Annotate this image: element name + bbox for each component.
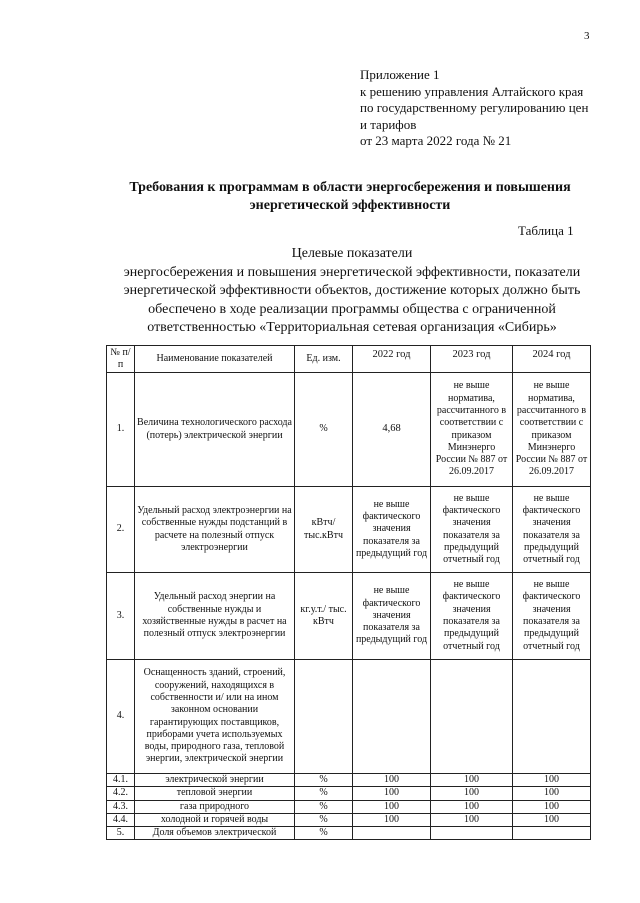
cell-2022: 100 bbox=[353, 774, 431, 787]
table-row bbox=[107, 573, 591, 660]
cell-2023: не выше фактического значения показателя за предыдущий отчетный год bbox=[431, 487, 513, 573]
cell-num: 3. bbox=[107, 573, 135, 660]
table-row bbox=[107, 774, 591, 787]
cell-2023: не выше фактического значения показателя за предыдущий отчетный год bbox=[431, 573, 513, 660]
cell-2024: 100 bbox=[513, 787, 591, 800]
table-header-row bbox=[107, 346, 591, 373]
cell-2022: 100 bbox=[353, 813, 431, 826]
cell-2023: не выше норматива, рассчитанного в соответствии с приказом Минэнерго России № 887 от 26.09.2017 bbox=[431, 373, 513, 487]
cell-2023 bbox=[431, 660, 513, 774]
appendix-block bbox=[360, 67, 588, 150]
cell-num: 2. bbox=[107, 487, 135, 573]
cell-2023: 100 bbox=[431, 800, 513, 813]
cell-name: Величина технологического расхода (потерь) электрической энергии bbox=[135, 373, 295, 487]
cell-name: тепловой энергии bbox=[135, 787, 295, 800]
caption-line: энергетической эффективности объектов, достижение которых должно быть bbox=[123, 283, 581, 298]
cell-2023: 100 bbox=[431, 813, 513, 826]
header-cell-num: № п/п bbox=[107, 346, 135, 373]
header-cell-name: Наименование показателей bbox=[135, 346, 295, 373]
caption-line: ответственностью «Территориальная сетевая организация «Сибирь» bbox=[147, 320, 557, 335]
cell-unit: % bbox=[295, 373, 353, 487]
table-row bbox=[107, 800, 591, 813]
caption-line: обеспечено в ходе реализации программы общества с ограниченной bbox=[148, 301, 556, 317]
caption-line: энергосбережения и повышения энергетической эффективности, показатели bbox=[123, 264, 581, 280]
cell-2022: не выше фактического значения показателя за предыдущий год bbox=[353, 487, 431, 573]
cell-2022: 100 bbox=[353, 800, 431, 813]
cell-2024 bbox=[513, 827, 591, 840]
cell-name: Оснащенность зданий, строений, сооружений, находящихся в собственности и/ или на ином законном основании гарантирующих поставщиков, приборами учета используемых воды, природного газа, тепловой энергии, электрической энергии bbox=[135, 660, 295, 774]
cell-2024: 100 bbox=[513, 800, 591, 813]
document-title bbox=[100, 179, 600, 215]
cell-num: 4. bbox=[107, 660, 135, 774]
cell-2022: не выше фактического значения показателя за предыдущий год bbox=[353, 573, 431, 660]
cell-num: 1. bbox=[107, 373, 135, 487]
cell-num: 4.3. bbox=[107, 800, 135, 813]
header-cell-2024: 2024 год bbox=[513, 346, 591, 373]
appendix-line: Приложение 1 bbox=[360, 67, 440, 82]
title-line: Требования к программам в области энергосбережения и повышения bbox=[129, 180, 571, 195]
cell-2022: 100 bbox=[353, 787, 431, 800]
cell-unit: % bbox=[295, 827, 353, 840]
cell-num: 4.4. bbox=[107, 813, 135, 826]
cell-2022: 4,68 bbox=[353, 373, 431, 487]
cell-2024: 100 bbox=[513, 813, 591, 826]
cell-2024: не выше норматива, рассчитанного в соответствии с приказом Минэнерго России № 887 от 26.09.2017 bbox=[513, 373, 591, 487]
table-caption bbox=[82, 245, 622, 338]
cell-2022 bbox=[353, 660, 431, 774]
cell-name: холодной и горячей воды bbox=[135, 813, 295, 826]
table-row bbox=[107, 373, 591, 487]
appendix-line: к решению управления Алтайского края bbox=[360, 83, 584, 99]
cell-unit: % bbox=[295, 774, 353, 787]
caption-line: Целевые показатели bbox=[291, 246, 413, 261]
page-number: 3 bbox=[584, 30, 590, 42]
title-line: энергетической эффективности bbox=[249, 198, 451, 213]
appendix-line: по государственному регулированию цен bbox=[360, 100, 589, 115]
cell-2024: 100 bbox=[513, 774, 591, 787]
cell-unit: кг.у.т./ тыс. кВтч bbox=[295, 573, 353, 660]
cell-2024: не выше фактического значения показателя за предыдущий отчетный год bbox=[513, 573, 591, 660]
cell-2023: 100 bbox=[431, 787, 513, 800]
header-cell-2023: 2023 год bbox=[431, 346, 513, 373]
cell-unit bbox=[295, 660, 353, 774]
cell-2023 bbox=[431, 827, 513, 840]
cell-name: газа природного bbox=[135, 800, 295, 813]
table-row bbox=[107, 487, 591, 573]
header-cell-2022: 2022 год bbox=[353, 346, 431, 373]
cell-unit: % bbox=[295, 787, 353, 800]
header-cell-unit: Ед. изм. bbox=[295, 346, 353, 373]
cell-num: 4.2. bbox=[107, 787, 135, 800]
cell-num: 4.1. bbox=[107, 774, 135, 787]
table-row bbox=[107, 787, 591, 800]
cell-2024 bbox=[513, 660, 591, 774]
cell-unit: % bbox=[295, 800, 353, 813]
table-row bbox=[107, 813, 591, 826]
cell-num: 5. bbox=[107, 827, 135, 840]
appendix-line: от 23 марта 2022 года № 21 bbox=[360, 133, 512, 148]
table-row bbox=[107, 660, 591, 774]
cell-name: Доля объемов электрической bbox=[135, 827, 295, 840]
cell-unit: % bbox=[295, 813, 353, 826]
appendix-line: и тарифов bbox=[360, 116, 417, 132]
indicators-table bbox=[106, 345, 591, 840]
table-row bbox=[107, 827, 591, 840]
cell-unit: кВтч/ тыс.кВтч bbox=[295, 487, 353, 573]
cell-name: Удельный расход энергии на собственные нужды и хозяйственные нужды в расчет на полезный отпуск электроэнергии bbox=[135, 573, 295, 660]
cell-2023: 100 bbox=[431, 774, 513, 787]
cell-name: Удельный расход электроэнергии на собственные нужды подстанций в расчете на полезный отпуск электроэнергии bbox=[135, 487, 295, 573]
table-label: Таблица 1 bbox=[518, 223, 574, 238]
cell-2024: не выше фактического значения показателя за предыдущий отчетный год bbox=[513, 487, 591, 573]
cell-2022 bbox=[353, 827, 431, 840]
cell-name: электрической энергии bbox=[135, 774, 295, 787]
